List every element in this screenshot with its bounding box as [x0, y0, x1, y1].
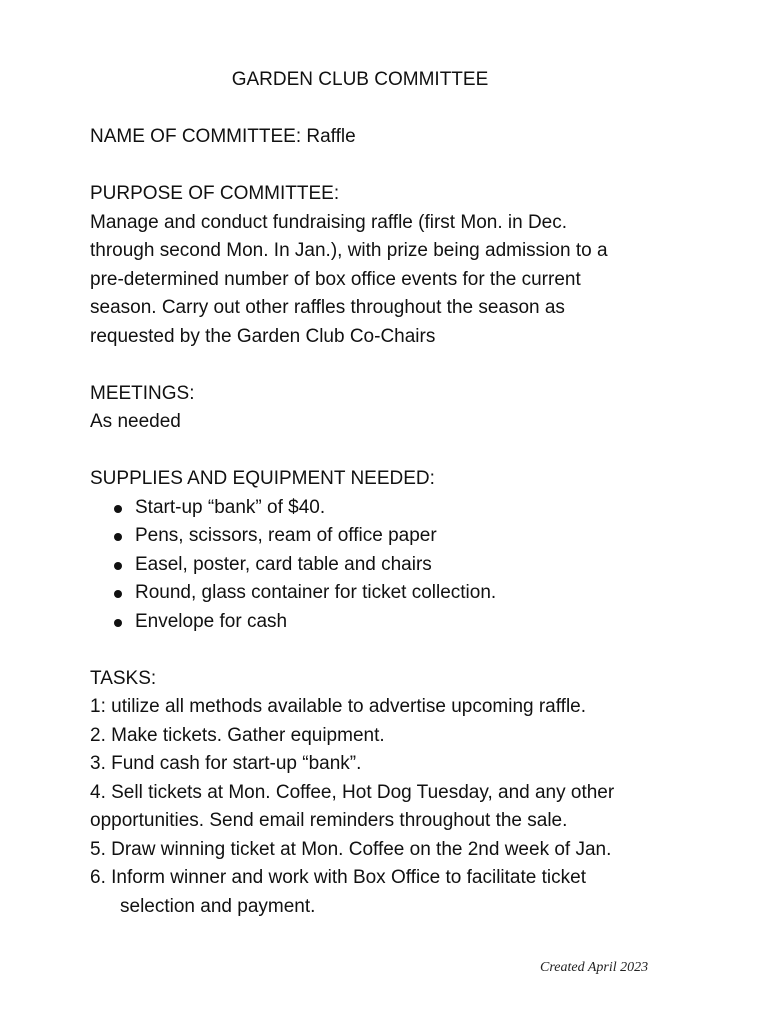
- spacer: [90, 152, 690, 181]
- supply-item: [90, 522, 690, 551]
- supply-item-text: Start-up “bank” of $40.: [135, 496, 326, 518]
- task-line: selection and payment.: [120, 895, 316, 917]
- spacer: [90, 95, 690, 124]
- supplies-heading: SUPPLIES AND EQUIPMENT NEEDED:: [90, 468, 435, 489]
- document-body: [90, 66, 690, 921]
- supply-item-text: Round, glass container for ticket collection.: [135, 582, 497, 603]
- supplies-section: [90, 465, 690, 636]
- spacer: [90, 636, 690, 665]
- spacer: [90, 351, 690, 380]
- task-line: 3. Fund cash for start-up “bank”.: [90, 753, 362, 774]
- bullet-icon: [114, 562, 122, 570]
- bullet-icon: [114, 590, 122, 598]
- purpose-line: Manage and conduct fundraising raffle (first Mon. in Dec.: [90, 211, 568, 233]
- meetings-text: As needed: [90, 411, 181, 432]
- tasks-section: [90, 665, 690, 922]
- tasks-heading: TASKS:: [90, 667, 157, 689]
- supply-item-text: Easel, poster, card table and chairs: [135, 553, 432, 575]
- task-line: 2. Make tickets. Gather equipment.: [90, 724, 385, 746]
- task-line: 4. Sell tickets at Mon. Coffee, Hot Dog Tuesday, and any other: [90, 781, 615, 803]
- task-line: 6. Inform winner and work with Box Office to facilitate ticket: [90, 867, 586, 888]
- spacer: [90, 437, 690, 466]
- purpose-line: through second Mon. In Jan.), with prize being admission to a: [90, 240, 608, 261]
- supply-item: [90, 579, 690, 608]
- purpose-line: requested by the Garden Club Co-Chairs: [90, 325, 436, 347]
- task-line: 1: utilize all methods available to advertise upcoming raffle.: [90, 696, 587, 717]
- committee-name: NAME OF COMMITTEE: Raffle: [90, 126, 356, 147]
- supply-item: [90, 494, 690, 523]
- created-date: Created April 2023: [540, 960, 649, 975]
- supply-item-text: Pens, scissors, ream of office paper: [135, 525, 437, 546]
- bullet-icon: [114, 619, 122, 627]
- document-title: GARDEN CLUB COMMITTEE: [231, 69, 489, 90]
- purpose-line: pre-determined number of box office events for the current: [90, 268, 581, 290]
- purpose-line: season. Carry out other raffles throughout the season as: [90, 297, 565, 318]
- supply-item: [90, 608, 690, 637]
- meetings-section: [90, 380, 690, 437]
- purpose-section: [90, 180, 690, 351]
- bullet-icon: [114, 533, 122, 541]
- task-line: 5. Draw winning ticket at Mon. Coffee on the 2nd week of Jan.: [90, 838, 612, 860]
- meetings-heading: MEETINGS:: [90, 382, 195, 404]
- supply-item-text: Envelope for cash: [135, 610, 288, 632]
- purpose-heading: PURPOSE OF COMMITTEE:: [90, 183, 340, 204]
- bullet-icon: [114, 505, 122, 513]
- supply-item: [90, 551, 690, 580]
- task-line: opportunities. Send email reminders throughout the sale.: [90, 810, 568, 831]
- supplies-list: [90, 494, 690, 637]
